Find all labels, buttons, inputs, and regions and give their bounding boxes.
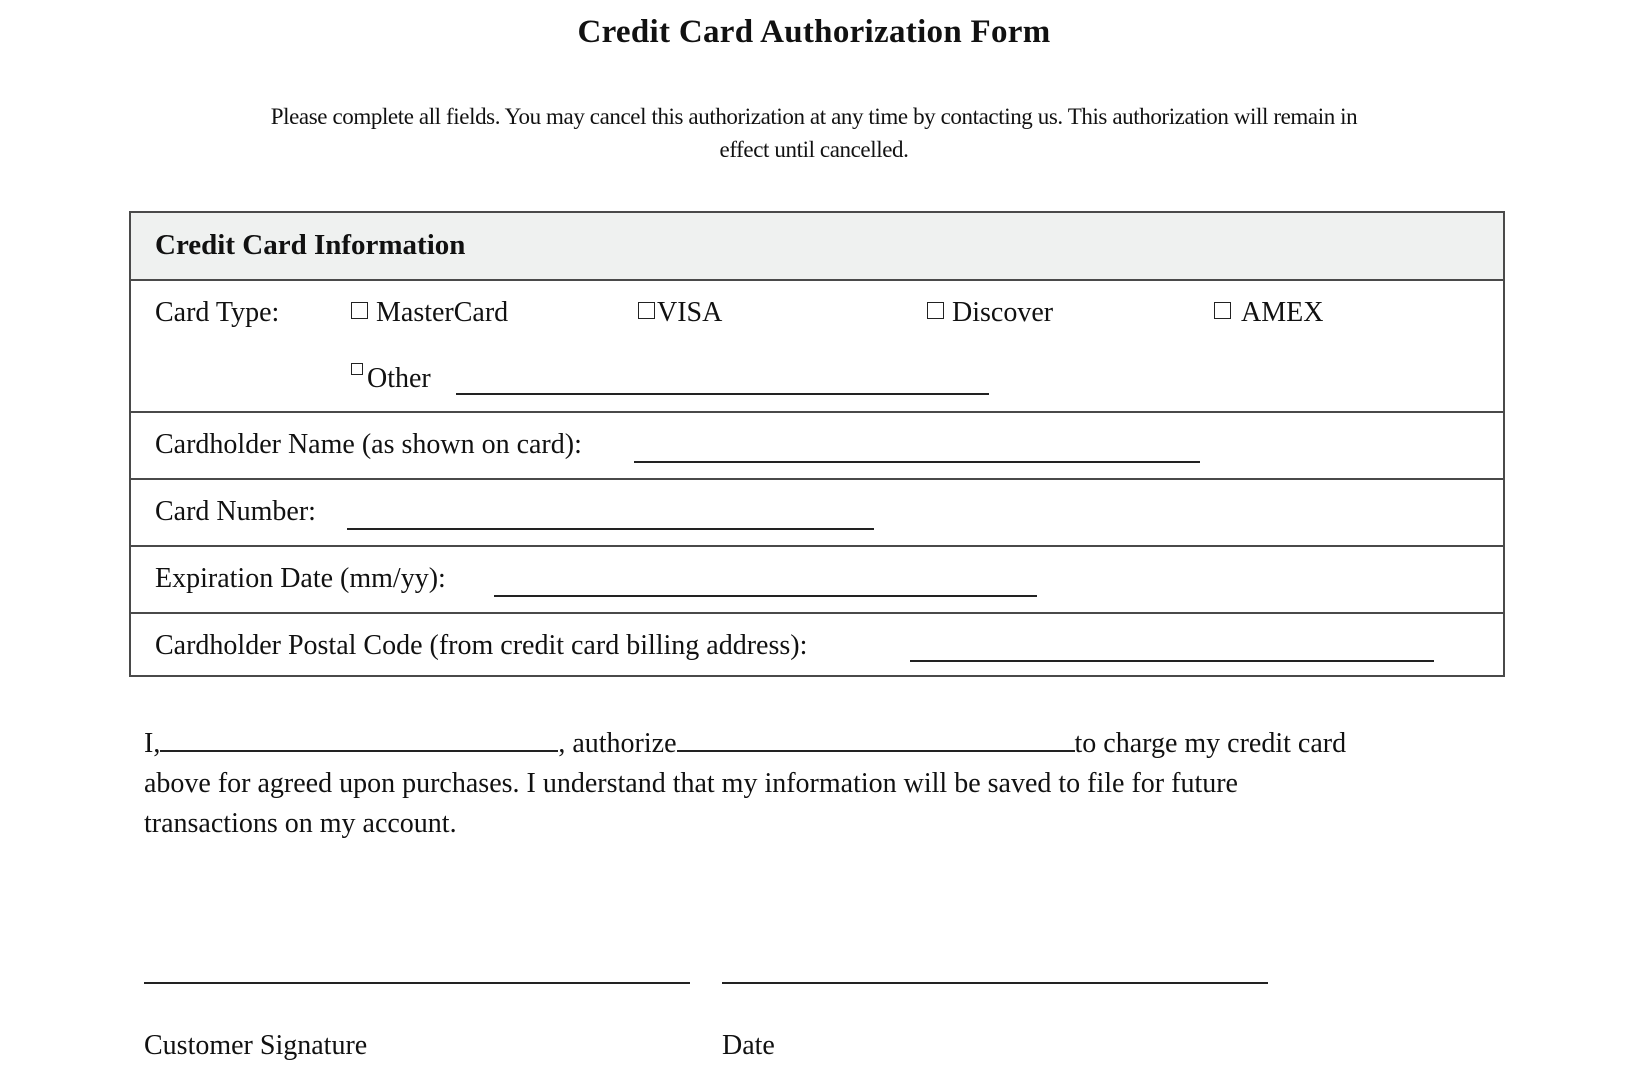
postal-code-row	[131, 614, 1503, 677]
authorization-statement	[144, 724, 1346, 844]
merchant-name-input[interactable]	[677, 724, 1075, 752]
form-instructions	[180, 100, 1448, 166]
card-type-label: Card Type:	[155, 297, 280, 328]
form-title: Credit Card Authorization Form	[577, 14, 1051, 50]
visa-label: VISA	[657, 297, 723, 328]
card-type-row	[131, 281, 1503, 413]
authorization-suffix: to charge my credit card	[1074, 728, 1347, 759]
customer-signature-label: Customer Signature	[144, 1030, 368, 1061]
expiration-label: Expiration Date (mm/yy):	[155, 563, 446, 594]
section-header	[131, 213, 1503, 281]
expiration-input[interactable]	[494, 595, 1037, 597]
cardholder-name-row	[131, 413, 1503, 480]
credit-card-info-table	[129, 211, 1505, 677]
section-title: Credit Card Information	[155, 229, 466, 261]
card-number-label: Card Number:	[155, 496, 316, 527]
authorization-middle: , authorize	[558, 728, 677, 759]
amex-label: AMEX	[1241, 297, 1324, 328]
option-discover[interactable]	[927, 297, 1053, 329]
instructions-line-1: Please complete all fields. You may cancel this authorization at any time by contacting us. This authorization will remain in	[270, 104, 1358, 129]
visa-checkbox[interactable]	[638, 302, 655, 319]
discover-label: Discover	[952, 297, 1054, 328]
amex-checkbox[interactable]	[1214, 302, 1231, 319]
option-mastercard[interactable]	[351, 297, 508, 329]
mastercard-label: MasterCard	[376, 297, 509, 328]
customer-name-input[interactable]	[160, 724, 558, 752]
card-number-input[interactable]	[347, 528, 874, 530]
authorization-prefix: I,	[144, 728, 161, 759]
other-checkbox[interactable]	[351, 363, 363, 375]
authorization-line-1	[144, 724, 1346, 764]
date-line[interactable]	[722, 982, 1268, 984]
postal-code-input[interactable]	[910, 660, 1434, 662]
expiration-row	[131, 547, 1503, 614]
other-card-type-input[interactable]	[456, 393, 989, 395]
cardholder-name-input[interactable]	[634, 461, 1200, 463]
option-amex[interactable]	[1214, 297, 1323, 329]
mastercard-checkbox[interactable]	[351, 302, 368, 319]
discover-checkbox[interactable]	[927, 302, 944, 319]
other-label: Other	[367, 363, 431, 394]
card-number-row	[131, 480, 1503, 547]
postal-code-label: Cardholder Postal Code (from credit card billing address):	[155, 630, 808, 661]
option-visa[interactable]	[638, 297, 722, 329]
date-label: Date	[722, 1030, 775, 1061]
authorization-line-2: above for agreed upon purchases. I understand that my information will be saved to file for future	[144, 768, 1238, 799]
option-other[interactable]	[351, 363, 431, 395]
authorization-line-3: transactions on my account.	[144, 808, 457, 839]
instructions-line-2: effect until cancelled.	[719, 137, 909, 162]
customer-signature-line[interactable]	[144, 982, 690, 984]
cardholder-name-label: Cardholder Name (as shown on card):	[155, 429, 582, 460]
